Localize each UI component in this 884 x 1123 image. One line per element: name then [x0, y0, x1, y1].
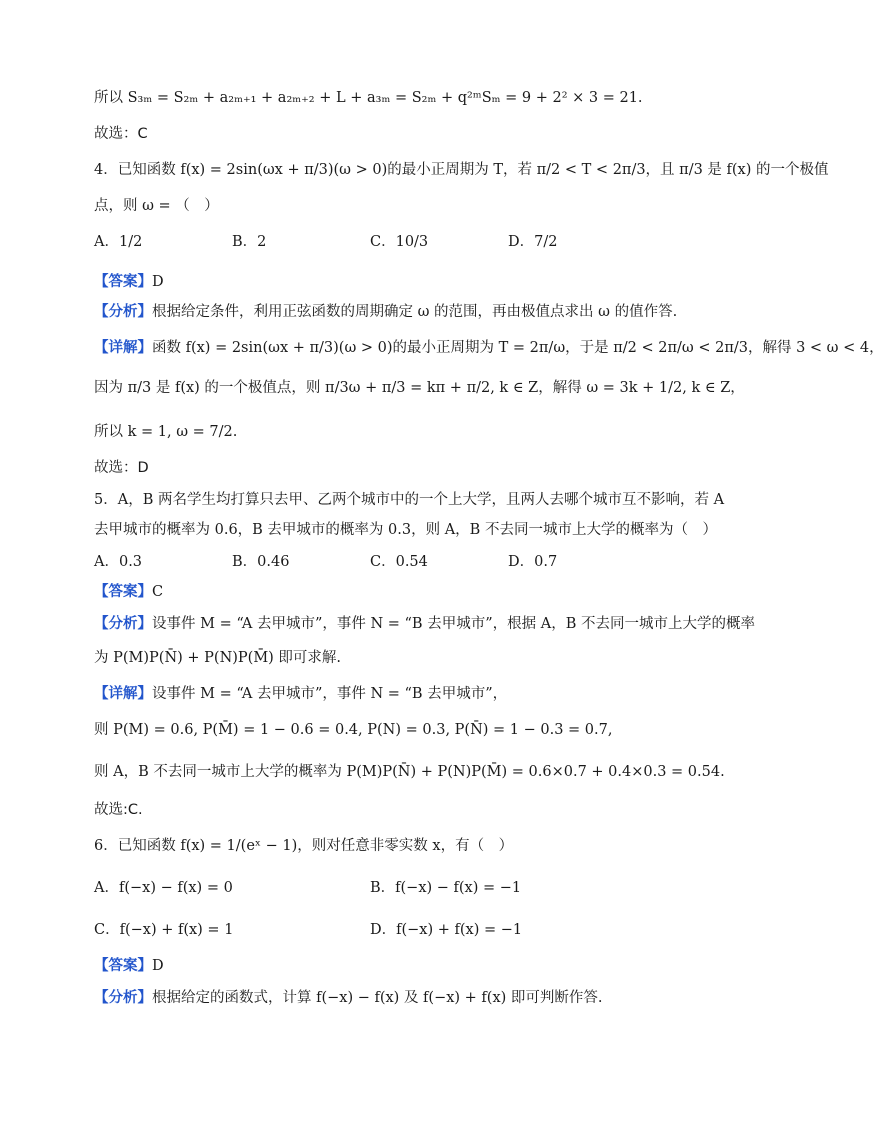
answer-label: 【答案】 — [94, 274, 152, 290]
q4-option-d: D．7/2 — [508, 234, 558, 250]
q5-analysis-line1: 设事件 M = “A 去甲城市”，事件 N = “B 去甲城市”，根据 A，B 不去同一城市上大学的概率 — [152, 616, 755, 632]
prev-conclusion: 故选：C — [94, 126, 148, 142]
q4-conclusion: 故选：D — [94, 460, 149, 476]
q6-stem: 6．已知函数 f(x) = 1/(eˣ − 1)，则对任意非零实数 x，有（ ） — [94, 838, 514, 854]
q5-detail-line3: 则 A，B 不去同一城市上大学的概率为 P(M)P(N̄) + P(N)P(M̄) = 0.6×0.7 + 0.4×0.3 = 0.54. — [94, 764, 725, 780]
q6-answer-row — [94, 956, 164, 976]
q5-answer: C — [152, 584, 164, 600]
q5-option-a: A．0.3 — [94, 554, 143, 570]
q5-analysis-line2: 为 P(M)P(N̄) + P(N)P(M̄) 即可求解. — [94, 650, 342, 666]
q6-answer: D — [152, 958, 164, 974]
q4-detail-line1: 函数 f(x) = 2sin(ωx + π/3)(ω > 0)的最小正周期为 T = 2π/ω，于是 π/2 < 2π/ω < 2π/3，解得 3 < ω < 4， — [152, 340, 884, 356]
q5-option-d: D．0.7 — [508, 554, 558, 570]
answer-label: 【答案】 — [94, 584, 152, 600]
analysis-label: 【分析】 — [94, 616, 152, 632]
q5-stem-line2: 去甲城市的概率为 0.6，B 去甲城市的概率为 0.3，则 A，B 不去同一城市上大学的概率为（ ） — [94, 522, 717, 538]
analysis-label: 【分析】 — [94, 990, 152, 1006]
q5-answer-row — [94, 582, 163, 602]
q6-option-d: D．f(−x) + f(x) = −1 — [370, 922, 523, 938]
q6-analysis: 根据给定的函数式，计算 f(−x) − f(x) 及 f(−x) + f(x) 即可判断作答. — [152, 990, 603, 1006]
q4-analysis: 根据给定条件，利用正弦函数的周期确定 ω 的范围，再由极值点求出 ω 的值作答. — [152, 304, 678, 320]
q5-option-b: B．0.46 — [232, 554, 290, 570]
detail-label: 【详解】 — [94, 686, 152, 702]
q5-detail-line2: 则 P(M) = 0.6, P(M̄) = 1 − 0.6 = 0.4, P(N) = 0.3, P(N̄) = 1 − 0.3 = 0.7, — [94, 722, 613, 738]
q6-option-c: C．f(−x) + f(x) = 1 — [94, 922, 234, 938]
q4-option-c: C．10/3 — [370, 234, 429, 250]
q6-option-b: B．f(−x) − f(x) = −1 — [370, 880, 522, 896]
q4-answer: D — [152, 274, 164, 290]
q4-detail-line3: 所以 k = 1, ω = 7/2. — [94, 424, 238, 440]
q4-analysis-row — [94, 302, 677, 322]
answer-label: 【答案】 — [94, 958, 152, 974]
q5-detail-line1: 设事件 M = “A 去甲城市”，事件 N = “B 去甲城市”， — [152, 686, 508, 702]
q5-analysis-row — [94, 614, 755, 634]
q4-stem-line2: 点，则 ω = （ ） — [94, 198, 219, 214]
q4-option-a: A．1/2 — [94, 234, 143, 250]
q4-option-b: B．2 — [232, 234, 267, 250]
analysis-label: 【分析】 — [94, 304, 152, 320]
q5-detail-row1 — [94, 684, 507, 704]
prev-formula: 所以 S₃ₘ = S₂ₘ + a₂ₘ₊₁ + a₂ₘ₊₂ + L + a₃ₘ = S₂ₘ + q²ᵐSₘ = 9 + 2² × 3 = 21. — [94, 90, 643, 106]
q6-option-a: A．f(−x) − f(x) = 0 — [94, 880, 233, 896]
q5-stem-line1: 5．A，B 两名学生均打算只去甲、乙两个城市中的一个上大学，且两人去哪个城市互不影响，若 A — [94, 492, 725, 508]
q4-answer-row — [94, 272, 164, 292]
q5-option-c: C．0.54 — [370, 554, 428, 570]
detail-label: 【详解】 — [94, 340, 152, 356]
q4-stem-line1: 4．已知函数 f(x) = 2sin(ωx + π/3)(ω > 0)的最小正周期为 T，若 π/2 < T < 2π/3，且 π/3 是 f(x) 的一个极值 — [94, 162, 829, 178]
q5-conclusion: 故选:C. — [94, 802, 143, 818]
q4-detail-line2: 因为 π/3 是 f(x) 的一个极值点，则 π/3ω + π/3 = kπ + π/2, k ∈ Z，解得 ω = 3k + 1/2, k ∈ Z， — [94, 380, 745, 396]
q4-detail-row1 — [94, 338, 884, 358]
q6-analysis-row — [94, 988, 603, 1008]
